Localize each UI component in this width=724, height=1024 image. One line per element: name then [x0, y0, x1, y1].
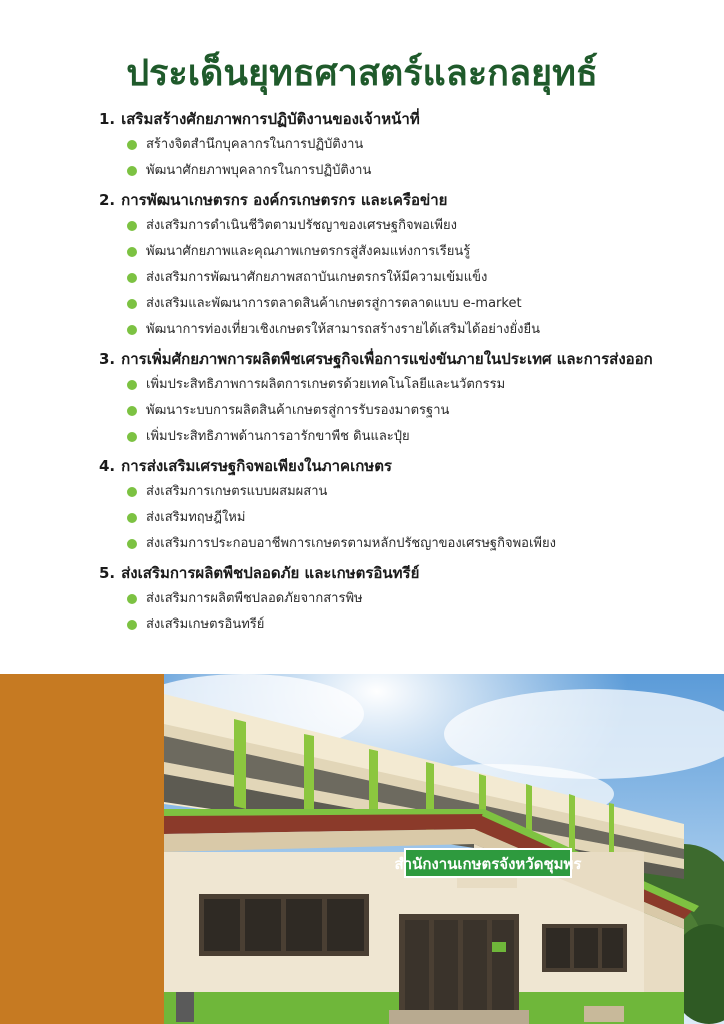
- list-item-text: พัฒนาศักยภาพบุคลากรในการปฏิบัติงาน: [146, 163, 372, 178]
- green-bullet-icon: [127, 166, 137, 176]
- section-item-list: [99, 372, 709, 450]
- list-item: [127, 479, 709, 505]
- section-heading: [99, 106, 709, 132]
- list-item: [127, 612, 709, 638]
- list-item-text: เพิ่มประสิทธิภาพด้านการอารักขาพืช ดินและปุ๋ย: [146, 429, 410, 444]
- list-item-text: ส่งเสริมการเกษตรแบบผสมผสาน: [146, 484, 328, 499]
- building-sign-text: สำนักงานเกษตรจังหวัดชุมพร: [394, 855, 582, 873]
- list-item-text: ส่งเสริมทฤษฎีใหม่: [146, 510, 246, 525]
- section-heading: [99, 346, 709, 372]
- list-item: [127, 317, 709, 343]
- list-item: [127, 531, 709, 557]
- section-title: การเพิ่มศักยภาพการผลิตพืชเศรษฐกิจเพื่อการแข่งขันภายในประเทศ และการส่งออก: [121, 350, 653, 368]
- list-item: [127, 505, 709, 531]
- green-bullet-icon: [127, 247, 137, 257]
- section-number: 5.: [99, 564, 116, 582]
- list-item: [127, 158, 709, 184]
- strategy-section: [99, 187, 709, 343]
- list-item: [127, 213, 709, 239]
- list-item-text: ส่งเสริมเกษตรอินทรีย์: [146, 617, 265, 632]
- list-item: [127, 265, 709, 291]
- list-item: [127, 398, 709, 424]
- strategy-list: [99, 103, 709, 638]
- list-item: [127, 586, 709, 612]
- list-item: [127, 239, 709, 265]
- section-number: 1.: [99, 110, 116, 128]
- strategy-section: [99, 453, 709, 557]
- section-title: การส่งเสริมเศรษฐกิจพอเพียงในภาคเกษตร: [121, 457, 392, 475]
- list-item: [127, 132, 709, 158]
- list-item-text: สร้างจิตสำนึกบุคลากรในการปฏิบัติงาน: [146, 137, 364, 152]
- strategy-section: [99, 346, 709, 450]
- list-item-text: ส่งเสริมการประกอบอาชีพการเกษตรตามหลักปรัชญาของเศรษฐกิจพอเพียง: [146, 536, 556, 551]
- green-bullet-icon: [127, 406, 137, 416]
- section-number: 3.: [99, 350, 116, 368]
- green-bullet-icon: [127, 513, 137, 523]
- green-bullet-icon: [127, 594, 137, 604]
- green-bullet-icon: [127, 140, 137, 150]
- list-item-text: พัฒนาการท่องเที่ยวเชิงเกษตรให้สามารถสร้างรายได้เสริมได้อย่างยั่งยืน: [146, 322, 540, 337]
- section-heading: [99, 560, 709, 586]
- section-title: การพัฒนาเกษตรกร องค์กรเกษตรกร และเครือข่าย: [121, 191, 448, 209]
- section-heading: [99, 187, 709, 213]
- list-item-text: ส่งเสริมการดำเนินชีวิตตามปรัชญาของเศรษฐกิจพอเพียง: [146, 218, 457, 233]
- green-bullet-icon: [127, 221, 137, 231]
- green-bullet-icon: [127, 380, 137, 390]
- green-bullet-icon: [127, 325, 137, 335]
- section-item-list: [99, 586, 709, 638]
- green-bullet-icon: [127, 539, 137, 549]
- list-item-text: ส่งเสริมการผลิตพืชปลอดภัยจากสารพิษ: [146, 591, 363, 606]
- list-item-text: พัฒนาระบบการผลิตสินค้าเกษตรสู่การรับรองมาตรฐาน: [146, 403, 450, 418]
- list-item-text: ส่งเสริมการพัฒนาศักยภาพสถาบันเกษตรกรให้มีความเข้มแข็ง: [146, 270, 488, 285]
- list-item: [127, 424, 709, 450]
- section-item-list: [99, 132, 709, 184]
- list-item-text: ส่งเสริมและพัฒนาการตลาดสินค้าเกษตรสู่การตลาดแบบ e-market: [146, 296, 522, 311]
- green-bullet-icon: [127, 432, 137, 442]
- list-item-text: เพิ่มประสิทธิภาพการผลิตการเกษตรด้วยเทคโนโลยีและนวัตกรรม: [146, 377, 506, 392]
- section-item-list: [99, 479, 709, 557]
- strategy-section: [99, 106, 709, 184]
- section-number: 4.: [99, 457, 116, 475]
- green-bullet-icon: [127, 273, 137, 283]
- orange-color-block: [0, 674, 164, 1024]
- section-heading: [99, 453, 709, 479]
- list-item: [127, 291, 709, 317]
- section-number: 2.: [99, 191, 116, 209]
- building-photo-area: [0, 674, 724, 1024]
- section-title: ส่งเสริมการผลิตพืชปลอดภัย และเกษตรอินทรีย์: [121, 564, 420, 582]
- section-title: เสริมสร้างศักยภาพการปฏิบัติงานของเจ้าหน้าที่: [121, 110, 420, 128]
- page-title: ประเด็นยุทธศาสตร์และกลยุทธ์: [126, 53, 598, 94]
- green-bullet-icon: [127, 487, 137, 497]
- strategy-section: [99, 560, 709, 638]
- list-item-text: พัฒนาศักยภาพและคุณภาพเกษตรกรสู่สังคมแห่งการเรียนรู้: [146, 244, 471, 259]
- green-bullet-icon: [127, 299, 137, 309]
- office-building-photo: [164, 674, 724, 1024]
- list-item: [127, 372, 709, 398]
- section-item-list: [99, 213, 709, 343]
- green-bullet-icon: [127, 620, 137, 630]
